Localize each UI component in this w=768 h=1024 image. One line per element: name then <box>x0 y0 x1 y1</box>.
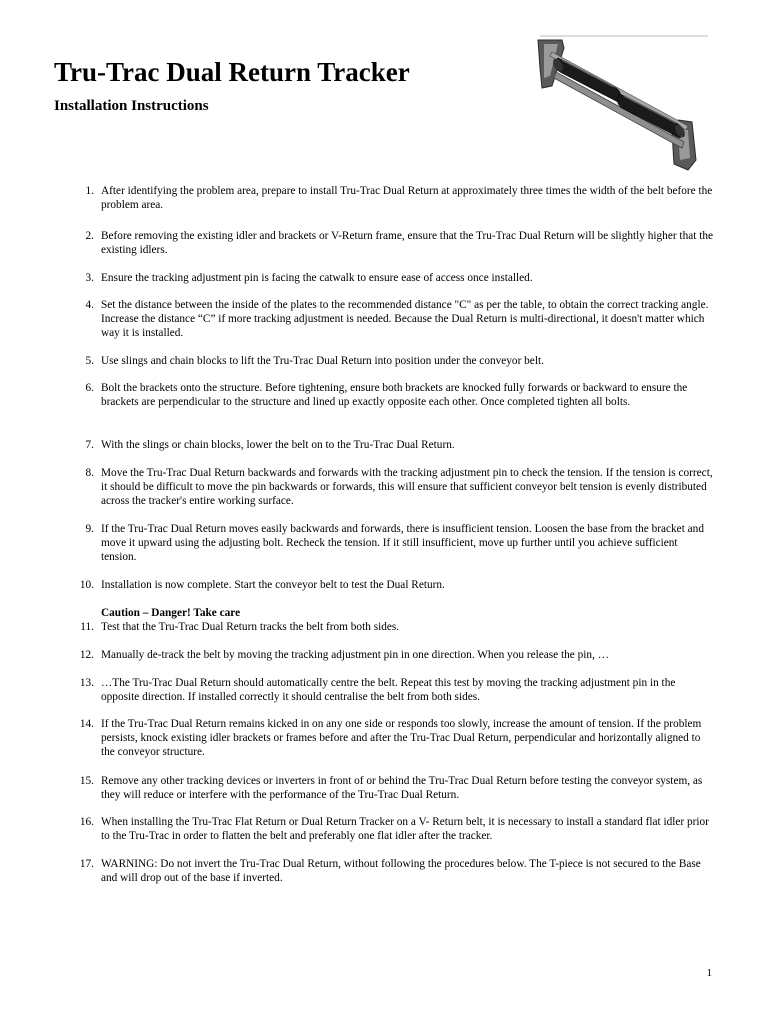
step-number: 6. <box>85 382 94 394</box>
step-text: If the Tru-Trac Dual Return remains kicked in on any one side or responds too slowly, increase the amount of tension. If the problem persists, knock existing idler brackets or frames before and after the Tru-Trac Dual Return, perpendicular and horizontally aligned to the conveyor structure. <box>101 718 702 758</box>
step-number: 1. <box>85 185 94 197</box>
page-subtitle: Installation Instructions <box>54 98 209 114</box>
step-text: Use slings and chain blocks to lift the Tru-Trac Dual Return into position under the conveyor belt. <box>101 355 544 367</box>
step-text: Test that the Tru-Trac Dual Return tracks the belt from both sides. <box>101 621 400 633</box>
step-text: Before removing the existing idler and brackets or V-Return frame, ensure that the Tru-Trac Dual Return will be slightly higher that the existing idlers. <box>101 230 713 256</box>
step-text: Bolt the brackets onto the structure. Before tightening, ensure both brackets are knocked fully forwards or backward to ensure the brackets are perpendicular to the structure and lined up exactly opposite each other. Once completed tighten all bolts. <box>101 382 688 408</box>
step-text: …The Tru-Trac Dual Return should automatically centre the belt. Repeat this test by moving the tracking adjustment pin in the opposite direction. If installed correctly it should centralise the belt from both sides. <box>101 677 676 703</box>
step-text: Manually de-track the belt by moving the tracking adjustment pin in one direction. When you release the pin, … <box>101 649 610 661</box>
step-number: 7. <box>85 439 94 451</box>
step-text: Installation is now complete. Start the conveyor belt to test the Dual Return. <box>101 579 445 591</box>
step-number: 15. <box>79 775 94 787</box>
step-number: 12. <box>79 649 94 661</box>
tracker-product-illustration <box>528 28 708 173</box>
step-number: 10. <box>79 579 94 591</box>
step-text: Move the Tru-Trac Dual Return backwards and forwards with the tracking adjustment pin to check the tension. If the tension is correct, it should be difficult to move the pin backwards or forwards, this will ensure that sufficient conveyor belt tension is evenly distributed across the tracker's entire working surface. <box>101 467 713 507</box>
step-number: 4. <box>85 299 94 311</box>
step-number: 11. <box>80 621 94 633</box>
step-number: 14. <box>79 718 94 730</box>
step-text: With the slings or chain blocks, lower the belt on to the Tru-Trac Dual Return. <box>101 439 455 451</box>
step-text: Remove any other tracking devices or inverters in front of or behind the Tru-Trac Dual Return before testing the conveyor system, as they will reduce or interfere with the performance of the Tru-Trac Dual Return. <box>101 775 703 801</box>
step-number: 16. <box>79 816 94 828</box>
step-number: 2. <box>85 230 94 242</box>
step-text: WARNING: Do not invert the Tru-Trac Dual Return, without following the procedures below. The T-piece is not secured to the Base and will drop out of the base if inverted. <box>101 858 701 884</box>
step-number: 17. <box>79 858 94 870</box>
caution-heading: Caution – Danger! Take care <box>101 607 241 619</box>
step-number: 3. <box>85 272 94 284</box>
step-number: 8. <box>85 467 94 479</box>
step-text: If the Tru-Trac Dual Return moves easily backwards and forwards, there is insufficient tension. Loosen the base from the bracket and move it upward using the adjusting bolt. Recheck the tension. If it still insufficient, move up further until you achieve sufficient tension. <box>101 523 704 563</box>
step-text: Set the distance between the inside of the plates to the recommended distance "C" as per the table, to obtain the correct tracking angle. Increase the distance “C” if more tracking adjustment is needed. Because the Dual Return is multi-directional, it doesn't matter which way it is installed. <box>101 299 709 339</box>
step-number: 5. <box>85 355 94 367</box>
page-title: Tru-Trac Dual Return Tracker <box>54 57 410 87</box>
step-number: 13. <box>79 677 94 689</box>
step-text: Ensure the tracking adjustment pin is facing the catwalk to ensure ease of access once installed. <box>101 272 533 284</box>
page-number: 1 <box>706 967 712 979</box>
step-number: 9. <box>85 523 94 535</box>
step-text: When installing the Tru-Trac Flat Return or Dual Return Tracker on a V- Return belt, it is necessary to install a standard flat idler prior to the Tru-Trac in order to flatten the belt and preferably one flat idler after the tracker. <box>101 816 709 842</box>
step-text: After identifying the problem area, prepare to install Tru-Trac Dual Return at approximately three times the width of the belt before the problem area. <box>101 185 713 211</box>
